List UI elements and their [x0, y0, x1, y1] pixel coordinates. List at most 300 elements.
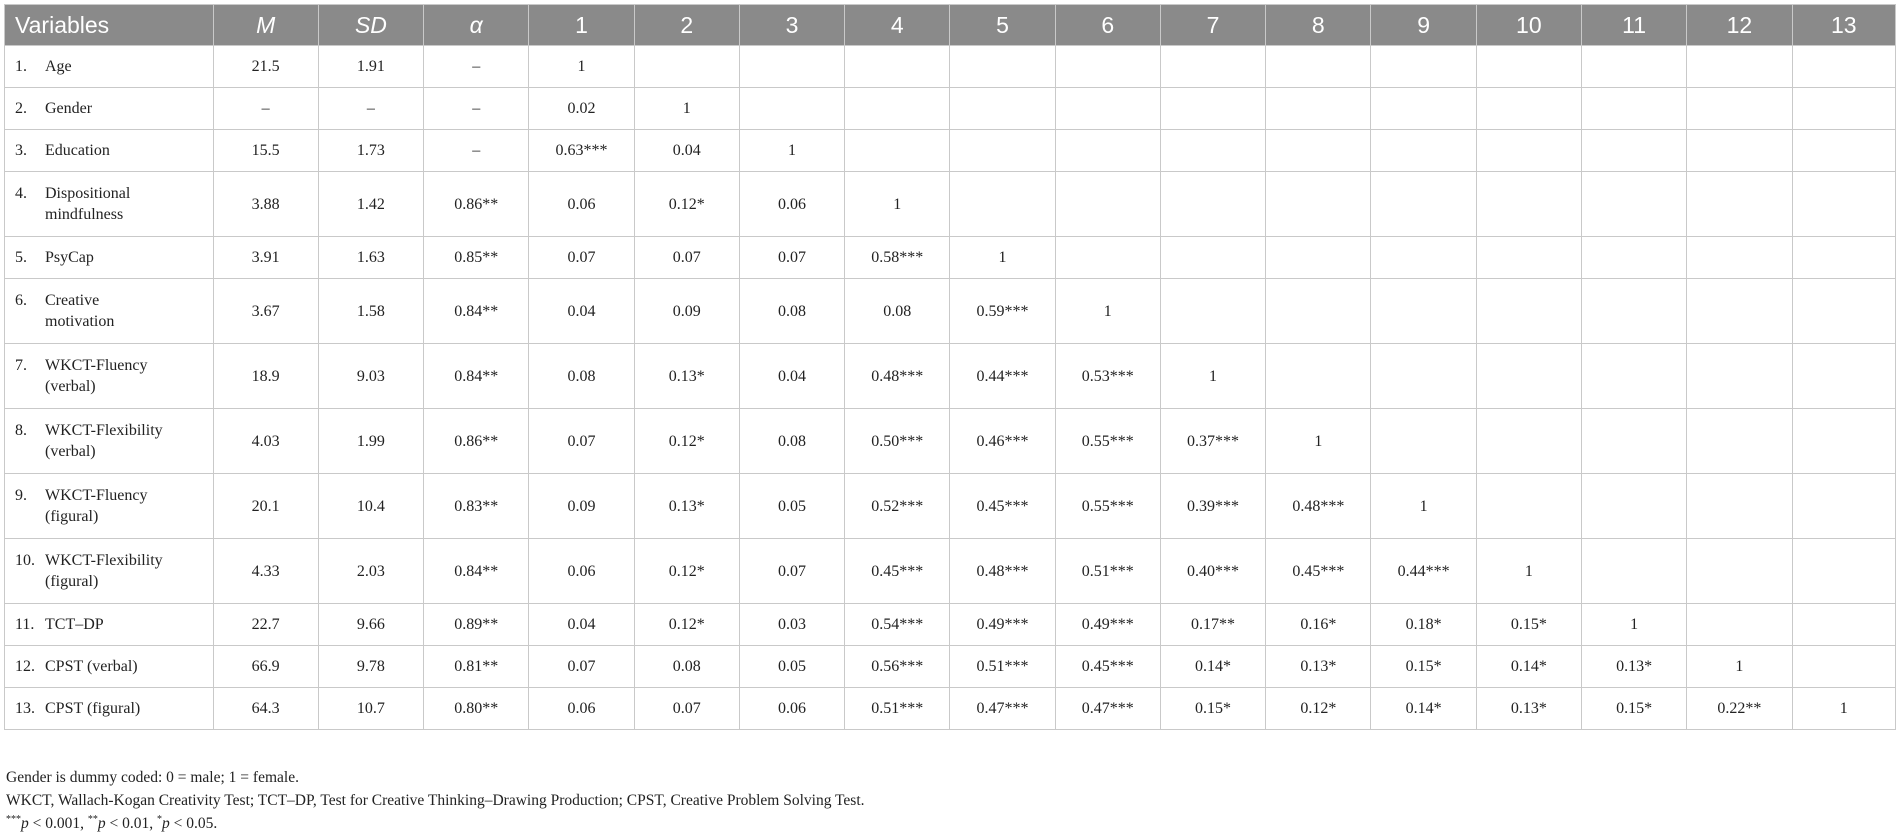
alpha-cell: 0.81**	[424, 646, 529, 688]
variable-number: 13.	[15, 700, 35, 717]
variable-cell	[5, 474, 214, 539]
table-row	[5, 688, 1896, 730]
variable-label	[45, 290, 114, 332]
correlation-cell: 0.09	[529, 474, 634, 539]
correlation-cell: 0.13*	[1266, 646, 1371, 688]
correlation-cell: 0.45***	[950, 474, 1055, 539]
variable-label	[45, 550, 163, 592]
m-cell: 3.67	[213, 279, 318, 344]
correlation-cell: 0.04	[739, 344, 844, 409]
sd-cell: 1.63	[318, 237, 423, 279]
variable-label	[45, 355, 148, 397]
variable-cell	[5, 237, 214, 279]
correlation-cell: 0.49***	[1055, 604, 1160, 646]
correlation-cell: 0.15*	[1371, 646, 1476, 688]
correlation-cell	[1792, 344, 1895, 409]
correlation-cell: 0.14*	[1371, 688, 1476, 730]
correlation-cell: 0.15*	[1160, 688, 1265, 730]
sd-cell: –	[318, 88, 423, 130]
table-row	[5, 604, 1896, 646]
variable-label-line1: TCT–DP	[45, 616, 104, 633]
correlation-cell: 1	[1792, 688, 1895, 730]
variable-number: 8.	[15, 422, 27, 439]
variable-label-line1: WKCT-Flexibility	[45, 552, 163, 569]
m-cell: 4.33	[213, 539, 318, 604]
correlation-cell: 0.12*	[1266, 688, 1371, 730]
correlation-cell: 0.22**	[1687, 688, 1792, 730]
correlation-cell	[1581, 409, 1686, 474]
correlation-cell: 0.08	[634, 646, 739, 688]
variable-cell	[5, 46, 214, 88]
correlation-cell	[1160, 237, 1265, 279]
correlation-cell: 0.05	[739, 474, 844, 539]
table-row	[5, 279, 1896, 344]
correlation-cell: 0.51***	[950, 646, 1055, 688]
correlation-cell: 0.48***	[845, 344, 950, 409]
table-row	[5, 539, 1896, 604]
correlation-cell	[1476, 344, 1581, 409]
header-col-1: 1	[529, 5, 634, 46]
correlation-cell: 0.45***	[1055, 646, 1160, 688]
correlation-cell	[950, 172, 1055, 237]
correlation-cell	[1055, 172, 1160, 237]
correlation-cell	[1792, 604, 1895, 646]
sd-cell: 10.4	[318, 474, 423, 539]
correlation-cell	[1371, 88, 1476, 130]
correlation-cell	[1266, 172, 1371, 237]
table-row	[5, 646, 1896, 688]
correlation-cell: 0.15*	[1581, 688, 1686, 730]
correlation-cell: 0.05	[739, 646, 844, 688]
correlation-cell	[1476, 130, 1581, 172]
correlation-cell	[1792, 46, 1895, 88]
variable-label-line1: WKCT-Fluency	[45, 357, 148, 374]
correlation-cell: 0.08	[739, 409, 844, 474]
header-col-4: 4	[845, 5, 950, 46]
table-row	[5, 88, 1896, 130]
correlation-cell	[1371, 344, 1476, 409]
correlation-cell: 1	[1266, 409, 1371, 474]
correlation-cell: 0.40***	[1160, 539, 1265, 604]
correlation-cell: 0.52***	[845, 474, 950, 539]
variable-label-line1: Gender	[45, 100, 93, 117]
header-mean: M	[213, 5, 318, 46]
correlation-cell	[950, 88, 1055, 130]
correlation-cell: 0.08	[529, 344, 634, 409]
sd-cell: 2.03	[318, 539, 423, 604]
variable-number: 1.	[15, 58, 27, 75]
table-notes	[6, 766, 865, 835]
correlation-cell	[739, 88, 844, 130]
variable-label-line2: mindfulness	[45, 206, 124, 223]
correlation-cell: 0.12*	[634, 409, 739, 474]
correlation-cell	[1476, 172, 1581, 237]
m-cell: 21.5	[213, 46, 318, 88]
correlation-cell	[1371, 409, 1476, 474]
correlation-cell	[1581, 474, 1686, 539]
header-sd: SD	[318, 5, 423, 46]
correlation-cell	[845, 88, 950, 130]
header-col-10: 10	[1476, 5, 1581, 46]
correlation-cell	[1792, 409, 1895, 474]
m-cell: 18.9	[213, 344, 318, 409]
variable-label-line1: PsyCap	[45, 249, 94, 266]
alpha-cell: 0.84**	[424, 279, 529, 344]
correlation-cell: 0.02	[529, 88, 634, 130]
table-row	[5, 46, 1896, 88]
header-variables: Variables	[5, 5, 214, 46]
correlation-cell	[1687, 88, 1792, 130]
header-alpha: α	[424, 5, 529, 46]
header-col-6: 6	[1055, 5, 1160, 46]
correlation-cell: 0.04	[634, 130, 739, 172]
m-cell: 22.7	[213, 604, 318, 646]
correlation-cell	[1687, 279, 1792, 344]
variable-number: 3.	[15, 142, 27, 159]
correlation-cell	[634, 46, 739, 88]
variable-label-line2: (verbal)	[45, 378, 96, 395]
note-significance	[6, 812, 865, 835]
correlation-cell	[950, 46, 1055, 88]
correlation-cell	[1581, 279, 1686, 344]
correlation-cell: 0.06	[529, 688, 634, 730]
correlation-cell	[1792, 646, 1895, 688]
correlation-cell	[1055, 237, 1160, 279]
correlation-cell	[1792, 237, 1895, 279]
correlation-cell: 0.07	[739, 539, 844, 604]
m-cell: 64.3	[213, 688, 318, 730]
correlation-cell: 0.54***	[845, 604, 950, 646]
correlation-cell	[1687, 172, 1792, 237]
correlation-cell	[1371, 46, 1476, 88]
correlation-cell: 0.07	[634, 237, 739, 279]
sd-cell: 9.78	[318, 646, 423, 688]
correlation-cell: 0.13*	[1476, 688, 1581, 730]
variable-number: 12.	[15, 658, 35, 675]
correlation-cell	[1792, 130, 1895, 172]
variable-label	[45, 140, 110, 161]
correlation-cell	[1687, 539, 1792, 604]
correlation-cell	[1371, 237, 1476, 279]
correlation-cell	[1266, 237, 1371, 279]
variable-label-line1: WKCT-Flexibility	[45, 422, 163, 439]
correlation-cell	[1476, 474, 1581, 539]
correlation-cell: 1	[634, 88, 739, 130]
variable-number: 10.	[15, 552, 35, 569]
sig-threshold-2: < 0.01,	[105, 815, 157, 832]
variable-cell	[5, 604, 214, 646]
header-col-2: 2	[634, 5, 739, 46]
sd-cell: 1.91	[318, 46, 423, 88]
header-row	[5, 5, 1896, 46]
header-col-3: 3	[739, 5, 844, 46]
correlation-cell: 1	[1055, 279, 1160, 344]
correlation-cell: 0.47***	[1055, 688, 1160, 730]
correlation-cell	[1687, 344, 1792, 409]
correlation-cell: 1	[950, 237, 1055, 279]
header-col-13: 13	[1792, 5, 1895, 46]
variable-label	[45, 656, 138, 677]
correlation-cell	[1476, 237, 1581, 279]
correlation-cell: 1	[1581, 604, 1686, 646]
header-col-9: 9	[1371, 5, 1476, 46]
m-cell: –	[213, 88, 318, 130]
table-header	[5, 5, 1896, 46]
sd-cell: 1.73	[318, 130, 423, 172]
correlation-cell	[1266, 279, 1371, 344]
header-col-12: 12	[1687, 5, 1792, 46]
correlation-cell: 0.48***	[1266, 474, 1371, 539]
alpha-cell: 0.84**	[424, 539, 529, 604]
correlation-cell: 0.14*	[1160, 646, 1265, 688]
correlation-cell: 0.08	[845, 279, 950, 344]
variable-label-line1: WKCT-Fluency	[45, 487, 148, 504]
correlation-cell: 0.51***	[845, 688, 950, 730]
correlation-cell: 0.53***	[1055, 344, 1160, 409]
m-cell: 3.91	[213, 237, 318, 279]
correlation-cell	[1160, 279, 1265, 344]
alpha-cell: 0.86**	[424, 172, 529, 237]
correlation-cell	[1266, 130, 1371, 172]
table-row	[5, 130, 1896, 172]
variable-cell	[5, 279, 214, 344]
variable-label	[45, 98, 92, 119]
header-col-5: 5	[950, 5, 1055, 46]
correlation-cell	[1476, 88, 1581, 130]
variable-label	[45, 56, 72, 77]
variable-number: 4.	[15, 185, 27, 202]
correlation-cell	[1687, 46, 1792, 88]
correlation-cell	[1371, 130, 1476, 172]
correlation-cell: 1	[739, 130, 844, 172]
correlation-cell	[1371, 172, 1476, 237]
alpha-cell: –	[424, 88, 529, 130]
correlation-cell: 0.45***	[845, 539, 950, 604]
variable-label	[45, 485, 148, 527]
correlation-cell	[1371, 279, 1476, 344]
correlation-cell: 0.18*	[1371, 604, 1476, 646]
variable-label	[45, 698, 140, 719]
correlation-cell	[1160, 130, 1265, 172]
correlation-cell: 0.55***	[1055, 474, 1160, 539]
correlation-cell: 0.07	[739, 237, 844, 279]
correlation-cell	[1792, 172, 1895, 237]
sd-cell: 1.42	[318, 172, 423, 237]
alpha-cell: 0.86**	[424, 409, 529, 474]
correlation-cell: 1	[1371, 474, 1476, 539]
variable-cell	[5, 646, 214, 688]
correlation-cell: 0.48***	[950, 539, 1055, 604]
variable-number: 6.	[15, 292, 27, 309]
correlation-cell: 0.04	[529, 604, 634, 646]
alpha-cell: 0.85**	[424, 237, 529, 279]
m-cell: 20.1	[213, 474, 318, 539]
variable-cell	[5, 409, 214, 474]
correlation-cell	[1581, 172, 1686, 237]
correlation-cell	[1687, 237, 1792, 279]
correlation-cell	[1266, 46, 1371, 88]
correlation-cell: 0.07	[529, 237, 634, 279]
header-col-8: 8	[1266, 5, 1371, 46]
correlation-cell	[1160, 88, 1265, 130]
correlation-cell: 0.13*	[634, 474, 739, 539]
correlation-cell	[1792, 539, 1895, 604]
variable-number: 11.	[15, 616, 35, 633]
correlation-cell	[1266, 88, 1371, 130]
sd-cell: 1.58	[318, 279, 423, 344]
variable-number: 2.	[15, 100, 27, 117]
correlation-cell: 0.47***	[950, 688, 1055, 730]
m-cell: 15.5	[213, 130, 318, 172]
correlation-cell	[1581, 88, 1686, 130]
sig-mark-2: **	[87, 813, 98, 825]
correlation-cell: 0.12*	[634, 539, 739, 604]
sig-threshold-3: < 0.05.	[169, 815, 218, 832]
variable-label-line1: CPST (figural)	[45, 700, 141, 717]
correlation-cell	[1581, 539, 1686, 604]
variable-label-line2: motivation	[45, 313, 115, 330]
m-cell: 3.88	[213, 172, 318, 237]
correlation-cell: 0.06	[739, 688, 844, 730]
correlation-cell: 1	[529, 46, 634, 88]
correlation-cell: 0.44***	[1371, 539, 1476, 604]
alpha-cell: 0.83**	[424, 474, 529, 539]
variable-number: 5.	[15, 249, 27, 266]
correlation-cell: 0.07	[634, 688, 739, 730]
variable-label	[45, 183, 130, 225]
sd-cell: 10.7	[318, 688, 423, 730]
sig-mark-1: *	[157, 813, 162, 825]
table-row	[5, 474, 1896, 539]
correlation-cell: 0.44***	[950, 344, 1055, 409]
correlation-cell: 1	[1160, 344, 1265, 409]
correlation-cell	[1792, 474, 1895, 539]
correlation-cell	[1266, 344, 1371, 409]
correlation-cell: 0.08	[739, 279, 844, 344]
correlation-cell	[845, 46, 950, 88]
table-row	[5, 172, 1896, 237]
table-row	[5, 237, 1896, 279]
correlation-cell	[1476, 279, 1581, 344]
correlation-cell: 0.06	[739, 172, 844, 237]
correlation-cell	[1476, 46, 1581, 88]
correlation-cell: 0.50***	[845, 409, 950, 474]
correlation-cell: 0.12*	[634, 172, 739, 237]
correlation-cell	[1687, 130, 1792, 172]
variable-cell	[5, 88, 214, 130]
correlation-cell: 0.03	[739, 604, 844, 646]
sig-p-1: p	[21, 815, 29, 832]
alpha-cell: 0.89**	[424, 604, 529, 646]
variable-number: 7.	[15, 357, 27, 374]
sd-cell: 1.99	[318, 409, 423, 474]
correlation-cell	[1581, 46, 1686, 88]
correlation-cell: 0.16*	[1266, 604, 1371, 646]
variable-label-line2: (figural)	[45, 508, 99, 525]
correlation-cell	[1687, 409, 1792, 474]
header-col-7: 7	[1160, 5, 1265, 46]
note-gender: Gender is dummy coded: 0 = male; 1 = female.	[6, 769, 299, 786]
correlation-cell: 0.13*	[1581, 646, 1686, 688]
correlation-cell	[1160, 172, 1265, 237]
correlation-cell	[739, 46, 844, 88]
correlation-cell: 0.15*	[1476, 604, 1581, 646]
correlation-cell: 1	[845, 172, 950, 237]
correlation-cell	[1476, 409, 1581, 474]
sig-p-2: p	[97, 815, 106, 832]
m-cell: 66.9	[213, 646, 318, 688]
correlation-cell: 0.06	[529, 539, 634, 604]
correlation-cell: 0.56***	[845, 646, 950, 688]
variable-cell	[5, 130, 214, 172]
sig-threshold-1: < 0.001,	[28, 815, 88, 832]
variable-label-line1: Creative	[45, 292, 100, 309]
correlation-cell	[1792, 88, 1895, 130]
correlation-cell: 0.14*	[1476, 646, 1581, 688]
correlation-cell: 0.13*	[634, 344, 739, 409]
correlation-cell: 0.51***	[1055, 539, 1160, 604]
variable-label-line1: Education	[45, 142, 110, 159]
correlation-cell	[1792, 279, 1895, 344]
variable-number: 9.	[15, 487, 27, 504]
alpha-cell: 0.80**	[424, 688, 529, 730]
correlation-table	[4, 4, 1896, 730]
variable-cell	[5, 539, 214, 604]
correlation-cell: 0.17**	[1160, 604, 1265, 646]
correlation-cell	[1581, 344, 1686, 409]
correlation-cell: 0.06	[529, 172, 634, 237]
alpha-cell: 0.84**	[424, 344, 529, 409]
variable-label	[45, 247, 94, 268]
variable-label-line1: Age	[45, 58, 72, 75]
correlation-cell	[1687, 604, 1792, 646]
correlation-cell	[1581, 130, 1686, 172]
correlation-cell: 0.09	[634, 279, 739, 344]
table-row	[5, 409, 1896, 474]
alpha-cell: –	[424, 130, 529, 172]
sig-mark-3: ***	[6, 813, 21, 825]
correlation-cell	[1055, 88, 1160, 130]
table-body	[5, 46, 1896, 730]
variable-label	[45, 420, 163, 462]
correlation-cell	[1687, 474, 1792, 539]
note-abbreviations: WKCT, Wallach-Kogan Creativity Test; TCT–DP, Test for Creative Thinking–Drawing Production; CPST, Creative Problem Solving Test.	[6, 792, 865, 809]
sd-cell: 9.66	[318, 604, 423, 646]
correlation-cell: 0.63***	[529, 130, 634, 172]
correlation-cell: 0.07	[529, 409, 634, 474]
table-row	[5, 344, 1896, 409]
correlation-cell	[1160, 46, 1265, 88]
correlation-cell: 0.39***	[1160, 474, 1265, 539]
correlation-cell: 1	[1687, 646, 1792, 688]
sig-p-3: p	[162, 815, 170, 832]
variable-cell	[5, 172, 214, 237]
m-cell: 4.03	[213, 409, 318, 474]
correlation-cell	[950, 130, 1055, 172]
alpha-cell: –	[424, 46, 529, 88]
correlation-cell	[845, 130, 950, 172]
variable-label	[45, 614, 104, 635]
variable-label-line1: CPST (verbal)	[45, 658, 138, 675]
correlation-cell: 0.59***	[950, 279, 1055, 344]
variable-cell	[5, 688, 214, 730]
variable-cell	[5, 344, 214, 409]
correlation-cell: 0.45***	[1266, 539, 1371, 604]
correlation-cell: 0.12*	[634, 604, 739, 646]
correlation-cell: 0.58***	[845, 237, 950, 279]
correlation-cell: 0.55***	[1055, 409, 1160, 474]
correlation-cell: 0.37***	[1160, 409, 1265, 474]
